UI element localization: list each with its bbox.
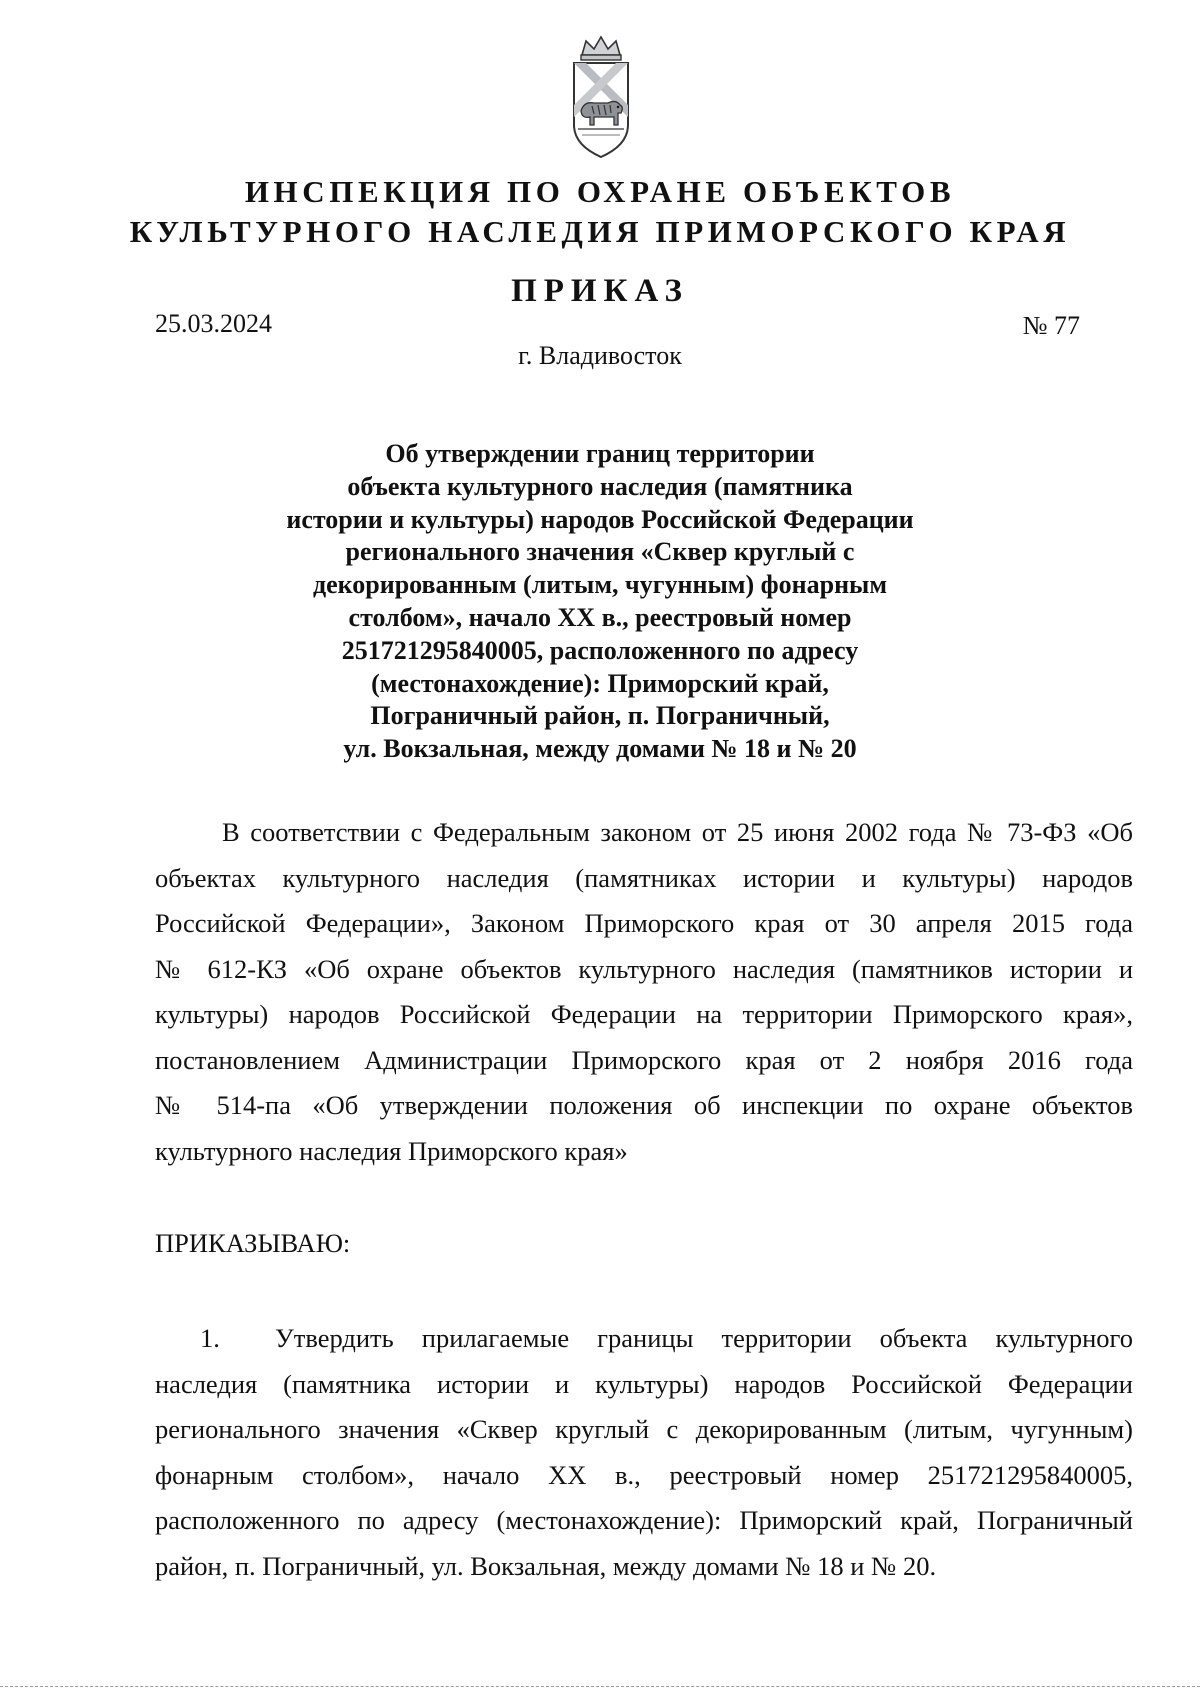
org-name-line-1: ИНСПЕКЦИЯ ПО ОХРАНЕ ОБЪЕКТОВ [244, 174, 956, 209]
item-line-text: Утвердить прилагаемые границы территории объекта культурного [275, 1323, 1133, 1353]
item-line: расположенного по адресу (местонахождение): Приморский край, Пограничный [155, 1505, 1133, 1535]
item-line: регионального значения «Сквер круглый с декорированным (литым, чугунным) [155, 1414, 1133, 1444]
item-1-first-line [155, 1316, 1133, 1362]
coat-of-arms-icon [568, 33, 634, 163]
preamble-line: № 514-па «Об утверждении положения об инспекции по охране объектов [155, 1090, 1133, 1120]
preamble-line: В соответствии с Федеральным законом от 25 июня 2002 года № 73-ФЗ «Об [222, 817, 1133, 847]
subject-line: регионального значения «Сквер круглый с [345, 537, 855, 567]
item-line: наследия (памятника истории и культуры) народов Российской Федерации [155, 1368, 1133, 1399]
subject-line: ул. Вокзальная, между домами № 18 и № 20 [343, 734, 857, 764]
item-1-paragraph [155, 1316, 1133, 1589]
subject-line: Пограничный район, п. Пограничный, [370, 701, 830, 731]
preamble-line: культурного наследия Приморского края» [155, 1135, 628, 1166]
subject-line: истории и культуры) народов Российской Федерации [286, 504, 914, 534]
document-city: г. Владивосток [518, 341, 682, 370]
subject-line: декорированным (литым, чугунным) фонарным [312, 570, 888, 600]
order-directive-word: ПРИКАЗЫВАЮ: [155, 1228, 351, 1258]
subject-line: объекта культурного наследия (памятника [347, 471, 853, 501]
preamble-paragraph [155, 810, 1133, 1174]
page-bottom-divider [0, 1686, 1200, 1687]
subject-line: 251721295840005, расположенного по адресу [341, 635, 859, 665]
subject-line: Об утверждении границ территории [385, 439, 815, 468]
preamble-line: № 612-КЗ «Об охране объектов культурного наследия (памятников истории и [155, 953, 1133, 984]
item-line: район, п. Пограничный, ул. Вокзальная, между домами № 18 и № 20. [155, 1550, 937, 1581]
subject-line: (местонахождение): Приморский край, [371, 668, 829, 698]
item-line: фонарным столбом», начало XX в., реестровый номер 251721295840005, [155, 1459, 1133, 1490]
preamble-line: объектах культурного наследия (памятниках истории и культуры) народов [155, 862, 1133, 893]
preamble-line: культуры) народов Российской Федерации на территории Приморского края», [155, 999, 1133, 1029]
coat-of-arms-tiger-icon [568, 33, 634, 163]
preamble-line: постановлением Администрации Приморского края от 2 ноября 2016 года [155, 1044, 1133, 1075]
subject-line: столбом», начало XX в., реестровый номер [348, 602, 852, 632]
document-number: № 77 [1022, 311, 1080, 340]
item-number: 1. [200, 1323, 220, 1353]
document-type-title: ПРИКАЗ [511, 273, 689, 309]
document-subject [230, 438, 970, 766]
preamble-line: Российской Федерации», Законом Приморского края от 30 апреля 2015 года [155, 908, 1133, 938]
org-name-line-2: КУЛЬТУРНОГО НАСЛЕДИЯ ПРИМОРСКОГО КРАЯ [129, 214, 1071, 249]
document-date: 25.03.2024 [155, 309, 272, 338]
